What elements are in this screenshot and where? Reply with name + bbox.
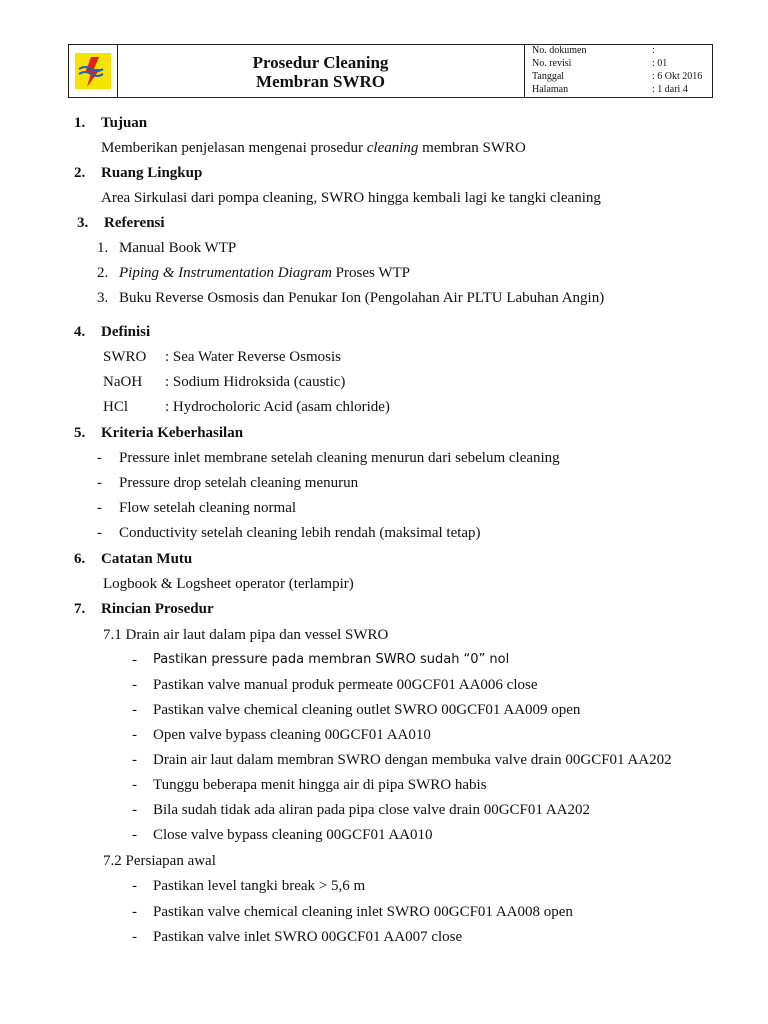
document-meta [525,45,713,97]
body-text-italic: cleaning [366,140,419,156]
meta-label: Tanggal [532,71,565,82]
procedure-step: Pastikan level tangki break > 5,6 m [153,878,366,894]
bullet-dash: - [132,827,137,843]
meta-row-doc-number [532,45,712,57]
logo-cell [69,45,118,97]
reference-number: 3. [97,290,109,306]
body-text: Memberikan penjelasan mengenai prosedur [101,140,367,156]
bullet-dash: - [97,475,102,491]
procedure-step: Pastikan valve inlet SWRO 00GCF01 AA007 close [153,929,463,945]
definition-term: SWRO [103,349,147,365]
meta-value: : 01 [652,58,668,69]
meta-row-revision [532,58,712,70]
meta-value: : 6 Okt 2016 [652,71,703,82]
bullet-dash: - [97,500,102,516]
bullet-dash: - [132,752,137,768]
reference-number: 1. [97,240,109,256]
bullet-dash: - [132,652,137,668]
meta-row-page [532,84,712,96]
bullet-dash: - [132,727,137,743]
bullet-dash: - [132,777,137,793]
bullet-dash: - [132,878,137,894]
section-title-rincian: Rincian Prosedur [101,601,214,617]
procedure-step: Pastikan valve chemical cleaning outlet SWRO 00GCF01 AA009 open [153,702,581,718]
definition-term: NaOH [103,374,143,390]
section-body-tujuan [101,139,526,157]
body-text: membran SWRO [418,140,526,156]
bullet-dash: - [132,702,137,718]
reference-item: Manual Book WTP [119,240,237,256]
procedure-step: Close valve bypass cleaning 00GCF01 AA010 [153,827,433,843]
company-logo-icon [69,45,117,97]
definition-desc: : Sodium Hidroksida (caustic) [165,374,346,390]
criteria-item: Conductivity setelah cleaning lebih rendah (maksimal tetap) [119,525,481,541]
section-title-ruang-lingkup: Ruang Lingkup [101,165,203,181]
meta-value: : 1 dari 4 [652,84,688,95]
document-header [68,44,713,98]
reference-item: Buku Reverse Osmosis dan Penukar Ion (Pengolahan Air PLTU Labuhan Angin) [119,290,605,306]
meta-value: : [652,45,655,56]
procedure-step: Tunggu beberapa menit hingga air di pipa SWRO habis [153,777,487,793]
section-number: 3. [77,215,89,231]
section-number: 6. [74,551,86,567]
bullet-dash: - [132,677,137,693]
document-title [117,45,525,97]
reference-item-italic: Piping & Instrumentation Diagram [119,265,332,281]
reference-number: 2. [97,265,109,281]
section-title-referensi: Referensi [104,215,165,231]
section-body-ruang-lingkup: Area Sirkulasi dari pompa cleaning, SWRO hingga kembali lagi ke tangki cleaning [101,190,601,206]
procedure-step: Bila sudah tidak ada aliran pada pipa close valve drain 00GCF01 AA202 [153,802,590,818]
criteria-item: Pressure inlet membrane setelah cleaning menurun dari sebelum cleaning [119,450,560,466]
bullet-dash: - [97,450,102,466]
title-line-1: Prosedur Cleaning [252,53,389,72]
bullet-dash: - [132,929,137,945]
subsection-title-7-1: 7.1 Drain air laut dalam pipa dan vessel SWRO [103,627,389,643]
subsection-title-7-2: 7.2 Persiapan awal [103,853,216,869]
procedure-step: Pastikan pressure pada membran SWRO sudah “0” nol [153,652,510,667]
title-line-2: Membran SWRO [256,72,385,91]
meta-label: No. revisi [532,58,572,69]
procedure-step: Drain air laut dalam membran SWRO dengan membuka valve drain 00GCF01 AA202 [153,752,672,768]
meta-label: No. dokumen [532,45,587,56]
reference-item [119,264,410,282]
criteria-item: Flow setelah cleaning normal [119,500,297,516]
section-body-catatan-mutu: Logbook & Logsheet operator (terlampir) [103,576,354,592]
meta-row-date [532,71,712,83]
meta-label: Halaman [532,84,569,95]
section-number: 4. [74,324,86,340]
definition-desc: : Sea Water Reverse Osmosis [165,349,341,365]
section-title-catatan-mutu: Catatan Mutu [101,551,193,567]
criteria-item: Pressure drop setelah cleaning menurun [119,475,359,491]
section-title-tujuan: Tujuan [101,115,148,131]
section-number: 7. [74,601,86,617]
section-number: 1. [74,115,86,131]
section-title-definisi: Definisi [101,324,151,340]
reference-item-text: Proses WTP [331,265,410,281]
procedure-step: Open valve bypass cleaning 00GCF01 AA010 [153,727,431,743]
bullet-dash: - [132,904,137,920]
bullet-dash: - [132,802,137,818]
definition-term: HCl [103,399,129,415]
section-number: 5. [74,425,86,441]
procedure-step: Pastikan valve chemical cleaning inlet SWRO 00GCF01 AA008 open [153,904,573,920]
bullet-dash: - [97,525,102,541]
procedure-step: Pastikan valve manual produk permeate 00GCF01 AA006 close [153,677,538,693]
section-title-kriteria: Kriteria Keberhasilan [101,425,244,441]
definition-desc: : Hydrocholoric Acid (asam chloride) [165,399,390,415]
section-number: 2. [74,165,86,181]
